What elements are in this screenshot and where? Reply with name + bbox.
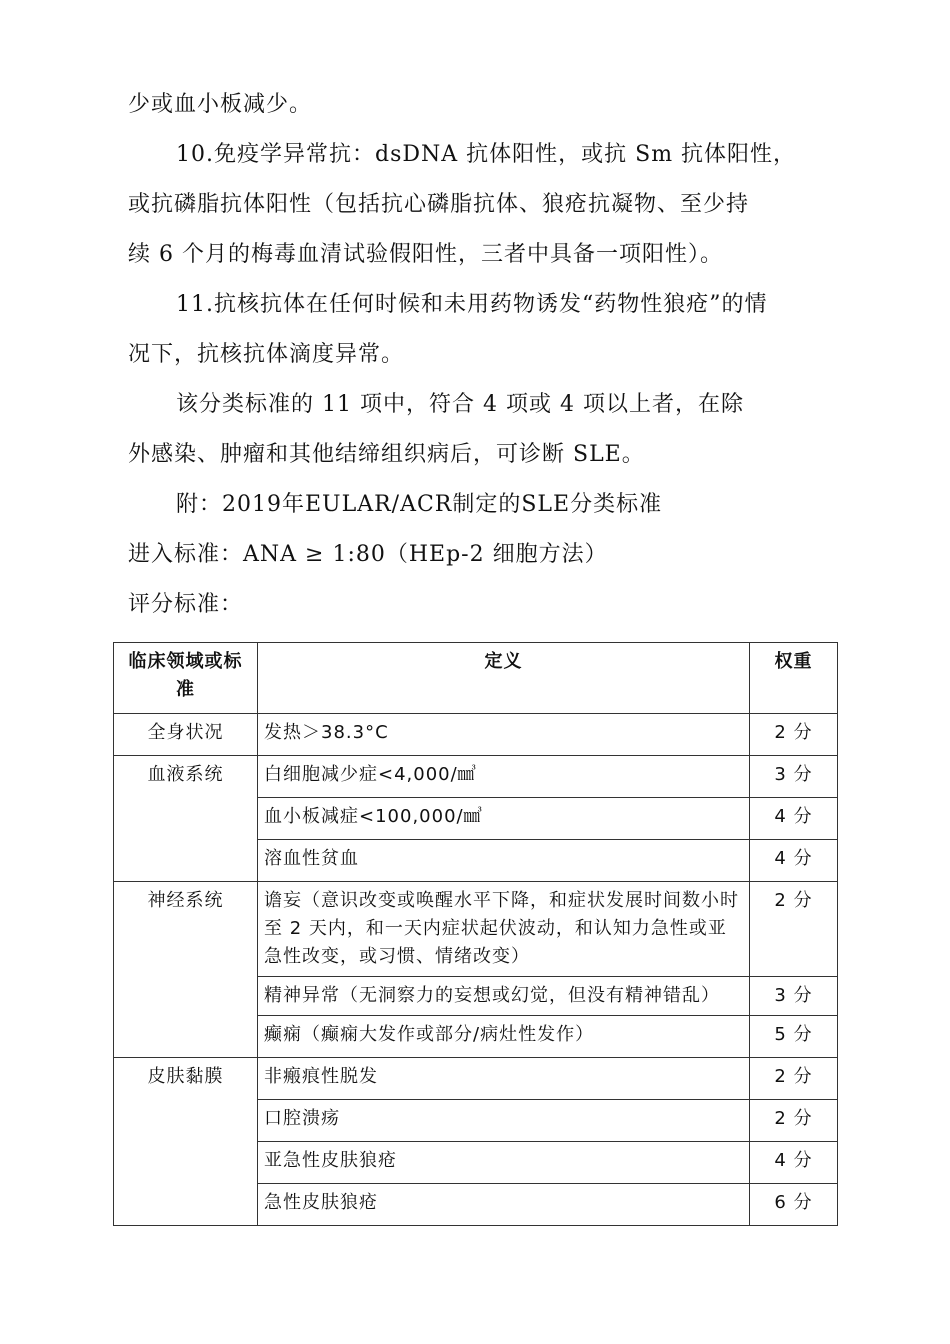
weight-cell: 3 分 xyxy=(750,977,838,1016)
definition-cell: 发热＞38.3°C xyxy=(258,714,750,756)
paragraph-line: 况下，抗核抗体滴度异常。 xyxy=(128,342,405,367)
definition-cell: 非瘢痕性脱发 xyxy=(258,1058,750,1100)
paragraph-line: 少或血小板减少。 xyxy=(128,92,313,117)
header-weight: 权重 xyxy=(750,643,838,714)
definition-cell: 口腔溃疡 xyxy=(258,1100,750,1142)
weight-cell: 2 分 xyxy=(750,714,838,756)
domain-cell: 皮肤黏膜 xyxy=(114,1058,258,1226)
weight-cell: 2 分 xyxy=(750,882,838,977)
weight-cell: 5 分 xyxy=(750,1016,838,1058)
domain-cell: 神经系统 xyxy=(114,882,258,1058)
weight-cell: 4 分 xyxy=(750,798,838,840)
weight-cell: 2 分 xyxy=(750,1100,838,1142)
scoring-label: 评分标准： xyxy=(128,592,244,617)
criteria-table xyxy=(113,642,838,1226)
header-domain: 临床领域或标准 xyxy=(114,643,258,714)
definition-cell: 血小板减症<100,000/㎣ xyxy=(258,798,750,840)
definition-cell: 癫痫（癫痫大发作或部分/病灶性发作） xyxy=(258,1016,750,1058)
paragraph-line: 11.抗核抗体在任何时候和未用药物诱发“药物性狼疮”的情 xyxy=(176,292,768,317)
weight-cell: 6 分 xyxy=(750,1184,838,1226)
paragraph-line: 续 6 个月的梅毒血清试验假阳性，三者中具备一项阳性）。 xyxy=(128,242,723,267)
weight-cell: 4 分 xyxy=(750,1142,838,1184)
definition-cell: 精神异常（无洞察力的妄想或幻觉，但没有精神错乱） xyxy=(258,977,750,1016)
entry-criterion: 进入标准：ANA ≥ 1:80（HEp-2 细胞方法） xyxy=(128,542,608,567)
domain-cell: 血液系统 xyxy=(114,756,258,882)
table-row xyxy=(114,1058,838,1100)
weight-cell: 4 分 xyxy=(750,840,838,882)
paragraph-line: 或抗磷脂抗体阳性（包括抗心磷脂抗体、狼疮抗凝物、至少持 xyxy=(128,192,750,217)
weight-cell: 3 分 xyxy=(750,756,838,798)
table-row xyxy=(114,714,838,756)
definition-cell: 谵妄（意识改变或唤醒水平下降，和症状发展时间数小时至 2 天内，和一天内症状起伏波动，和认知力急性或亚急性改变，或习惯、情绪改变） xyxy=(258,882,750,977)
weight-cell: 2 分 xyxy=(750,1058,838,1100)
header-definition: 定义 xyxy=(258,643,750,714)
definition-cell: 急性皮肤狼疮 xyxy=(258,1184,750,1226)
table-row xyxy=(114,756,838,798)
domain-cell: 全身状况 xyxy=(114,714,258,756)
definition-cell: 溶血性贫血 xyxy=(258,840,750,882)
table-row xyxy=(114,882,838,977)
paragraph-line: 该分类标准的 11 项中，符合 4 项或 4 项以上者，在除 xyxy=(176,392,744,417)
paragraph-line: 10.免疫学异常抗：dsDNA 抗体阳性，或抗 Sm 抗体阳性， xyxy=(176,142,797,167)
paragraph-line: 外感染、肿瘤和其他结缔组织病后，可诊断 SLE。 xyxy=(128,442,645,467)
appendix-heading: 附：2019年EULAR/ACR制定的SLE分类标准 xyxy=(176,492,663,517)
definition-cell: 亚急性皮肤狼疮 xyxy=(258,1142,750,1184)
definition-cell: 白细胞减少症<4,000/㎣ xyxy=(258,756,750,798)
